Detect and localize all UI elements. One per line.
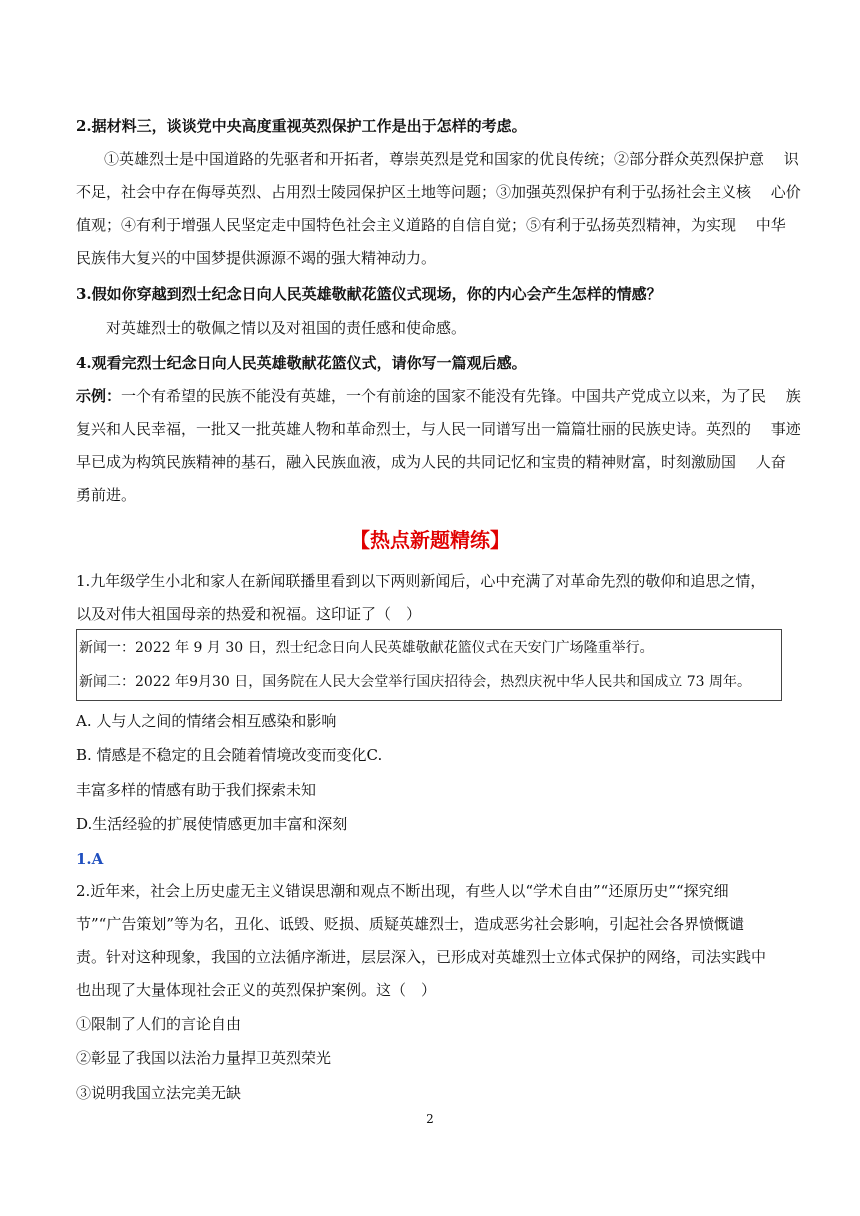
q2-stem-line-4: 也出现了大量体现社会正义的英烈保护案例。这（ ） [76, 981, 437, 999]
answer-3: 对英雄烈士的敬佩之情以及对祖国的责任感和使命感。 [106, 319, 467, 337]
question-2-title: 2.据材料三，谈谈党中央高度重视英烈保护工作是出于怎样的考虑。 [76, 117, 527, 135]
q2-item-1: ①限制了人们的言论自由 [76, 1015, 242, 1033]
question-4-title: 4.观看完烈士纪念日向人民英雄敬献花篮仪式，请你写一篇观后感。 [76, 354, 527, 372]
q1-option-d: D.生活经验的扩展使情感更加丰富和深刻 [76, 815, 348, 833]
answer-2-line-1: ①英雄烈士是中国道路的先驱者和开拓者，尊崇英烈是党和国家的优良传统；②部分群众英烈保护意 识 [104, 150, 799, 168]
answer-2-line-2: 不足，社会中存在侮辱英烈、占用烈士陵园保护区土地等问题；③加强英烈保护有利于弘扬社会主义核 心价 [76, 183, 801, 201]
q2-stem-line-2: 节”“广告策划”等为名，丑化、诋毁、贬损、质疑英雄烈士，造成恶劣社会影响，引起社会各界愤慨谴 [76, 915, 745, 933]
answer-2-line-3: 值观；④有利于增强人民坚定走中国特色社会主义道路的自信自觉；⑤有利于弘扬英烈精神，为实现 中华 [76, 216, 786, 234]
q1-option-c: 丰富多样的情感有助于我们探索未知 [76, 781, 317, 799]
example-label: 示例： [76, 387, 122, 405]
q2-item-2: ②彰显了我国以法治力量捍卫英烈荣光 [76, 1049, 332, 1067]
news-box [76, 629, 782, 701]
q2-stem-line-1: 2.近年来，社会上历史虚无主义错误思潮和观点不断出现，有些人以“学术自由”“还原历史”“探究细 [76, 882, 729, 900]
q2-item-3: ③说明我国立法完美无缺 [76, 1084, 242, 1102]
page-number: 2 [426, 1112, 434, 1126]
news-item-1: 新闻一：2022 年 9 月 30 日，烈士纪念日向人民英雄敬献花篮仪式在天安门广场隆重举行。 [79, 640, 654, 656]
q1-stem-line-2: 以及对伟大祖国母亲的热爱和祝福。这印证了（ ） [76, 605, 422, 623]
q1-option-a: A. 人与人之间的情绪会相互感染和影响 [76, 712, 337, 730]
q1-answer: 1.A [76, 850, 104, 868]
news-item-2: 新闻二：2022 年9月30 日，国务院在人民大会堂举行国庆招待会，热烈庆祝中华人民共和国成立 73 周年。 [79, 674, 751, 690]
q1-option-b: B. 情感是不稳定的且会随着情境改变而变化C. [76, 746, 383, 764]
answer-4-line-3: 早已成为构筑民族精神的基石，融入民族血液，成为人民的共同记忆和宝贵的精神财富，时刻激励国 人奋 [76, 453, 786, 471]
q2-stem-line-3: 责。针对这种现象，我国的立法循序渐进，层层深入，已形成对英雄烈士立体式保护的网络，司法实践中 [76, 948, 767, 966]
answer-4-line-4: 勇前进。 [76, 486, 137, 504]
question-3-title: 3.假如你穿越到烈士纪念日向人民英雄敬献花篮仪式现场，你的内心会产生怎样的情感？ [76, 285, 662, 303]
answer-2-line-4: 民族伟大复兴的中国梦提供源源不竭的强大精神动力。 [76, 249, 437, 267]
section-heading: 【热点新题精练】 [350, 528, 510, 552]
answer-4-line-1 [76, 385, 801, 407]
answer-4-line-2: 复兴和人民幸福，一批又一批英雄人物和革命烈士，与人民一同谱写出一篇篇壮丽的民族史诗。英烈的 事迹 [76, 420, 801, 438]
q1-stem-line-1: 1.九年级学生小北和家人在新闻联播里看到以下两则新闻后，心中充满了对革命先烈的敬仰和追思之情， [76, 572, 766, 590]
example-text-1: 一个有希望的民族不能没有英雄，一个有前途的国家不能没有先锋。中国共产党成立以来，为了民 族 [121, 387, 801, 405]
